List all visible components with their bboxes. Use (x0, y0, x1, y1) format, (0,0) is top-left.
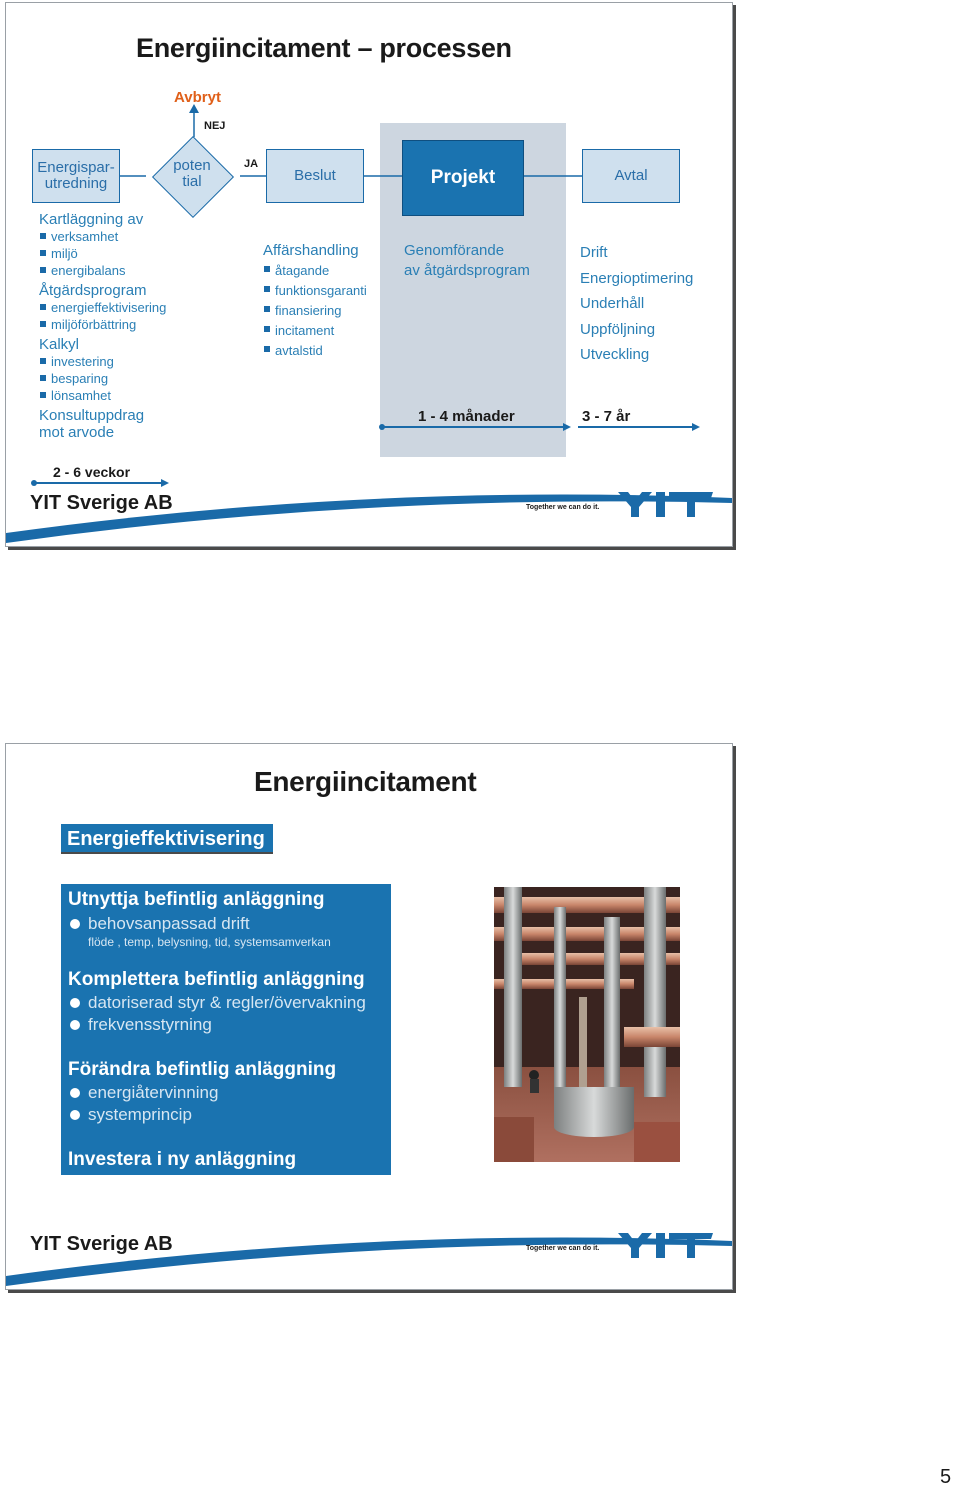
box-avtal: Avtal (582, 149, 680, 203)
timeline-months: 1 - 4 månader (418, 408, 515, 425)
measure-bullet: datoriserad styr & regler/övervakning (68, 993, 366, 1013)
drift-item: Utveckling (580, 346, 650, 363)
drift-item: Energioptimering (580, 269, 694, 287)
box-energisparutredning: Energispar- utredning (32, 149, 120, 203)
slide-energiincitament (5, 743, 733, 1290)
slide-title: Energiincitament (254, 766, 477, 797)
footer-tagline: Together we can do it. (526, 504, 600, 511)
measure-bullet: systemprincip (68, 1105, 192, 1125)
measure-heading: Utnyttja befintlig anläggning (68, 889, 325, 910)
measure-heading: Investera i ny anläggning (68, 1149, 297, 1170)
box-projekt: Projekt (402, 140, 524, 216)
yit-logo (618, 1231, 714, 1259)
measure-subtext: flöde , temp, belysning, tid, systemsamverkan (88, 935, 331, 949)
genomforande-line1: Genomförande (404, 242, 505, 259)
heading-atgardsprogram: Åtgärdsprogram (39, 282, 147, 299)
bullet-item: besparing (39, 370, 166, 387)
bullet-item: energieffektivisering (39, 299, 166, 316)
bullet-item: investering (39, 353, 166, 370)
heading-kalkyl: Kalkyl (39, 336, 80, 353)
bullet-item: energibalans (39, 262, 166, 279)
measure-bullet: frekvensstyrning (68, 1015, 212, 1035)
measure-bullet: energiåtervinning (68, 1083, 218, 1103)
drift-item: Underhåll (580, 295, 645, 312)
col-drift (580, 240, 693, 368)
yes-label: JA (244, 158, 259, 170)
timeline-weeks: 2 - 6 veckor (53, 464, 131, 480)
bullet-item: åtagande (263, 261, 367, 281)
bullet-item: finansiering (263, 301, 367, 321)
footer-swoosh (6, 744, 732, 1289)
no-label: NEJ (204, 120, 226, 132)
decision-diamond (152, 136, 232, 216)
heading-affarshandling: Affärshandling (263, 242, 359, 259)
bullet-item: miljöförbättring (39, 316, 166, 333)
bullet-item: avtalstid (263, 341, 367, 361)
section-label: Energieffektivisering (61, 824, 273, 854)
bullet-item: incitament (263, 321, 367, 341)
measure-bullet: behovsanpassad drift (68, 914, 250, 934)
drift-item: Uppföljning (580, 320, 656, 338)
col-genomforande (404, 241, 530, 281)
slide-title: Energiincitament – processen (136, 33, 512, 63)
potential-label: poten tial (173, 157, 211, 190)
bullet-item: miljö (39, 245, 166, 262)
yit-logo (618, 490, 714, 518)
heading-kartlaggning: Kartläggning av (39, 211, 144, 228)
footer-company: YIT Sverige AB (30, 1233, 173, 1255)
col-kartlaggning (39, 211, 166, 441)
drift-item: Drift (580, 244, 608, 261)
measure-heading: Förändra befintlig anläggning (68, 1059, 337, 1080)
cancel-label: Avbryt (174, 89, 221, 106)
bullet-item: funktionsgaranti (263, 281, 367, 301)
footer-company: YIT Sverige AB (30, 492, 173, 514)
genomforande-line2: av åtgärdsprogram (404, 262, 530, 279)
consulting-line2: mot arvode (39, 424, 115, 441)
box-beslut: Beslut (266, 149, 364, 203)
measure-heading: Komplettera befintlig anläggning (68, 969, 365, 990)
timeline-years: 3 - 7 år (582, 408, 631, 425)
col-affarshandling (263, 241, 367, 361)
bullet-item: verksamhet (39, 228, 166, 245)
bullet-item: lönsamhet (39, 387, 166, 404)
consulting-line1: Konsultuppdrag (39, 407, 145, 424)
page-number: 5 (940, 1466, 952, 1488)
footer-tagline: Together we can do it. (526, 1245, 600, 1252)
slide-process (5, 2, 733, 547)
